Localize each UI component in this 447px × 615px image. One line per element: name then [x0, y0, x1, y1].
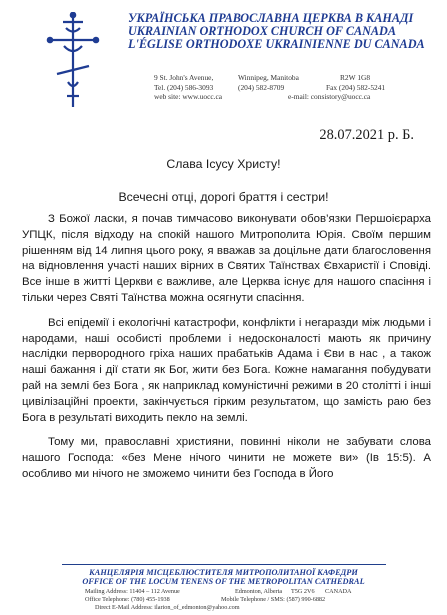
- header-address: [154, 73, 444, 102]
- direct-email: Direct E-Mail Address: ilarion_of_edmonton@yahoo.com: [95, 604, 240, 612]
- salutation: Всечесні отці, дорогі браття і сестри!: [118, 190, 329, 204]
- paragraph: З Божої ласки, я почав тимчасово виконувати обов’язки Першоієрарха УПЦК, після відходу на спокій нашого Митрополита Юрія. Своїм першим рішенням від 14 липня цього року, я вважав за доцільне дати благословення на відновлення участі наших вірних в Святих Таїнствах Євхаристії і Сповіді. Все інше в житті Церкви є важливе, але Церква існує для нашого спасіння і тільки через Святі Таїнства можна осягнути спасіння.: [22, 213, 431, 304]
- greeting: Слава Ісусу Христу!: [166, 157, 281, 171]
- phone-1: Tel. (204) 586-3093: [154, 82, 214, 92]
- paragraph: Всі епідемії і екологічні катастрофи, конфлікти і негаразди між людьми і народами, наші особисті проблеми і недосконалості мають як причину наслідки первородного гріха наших прабатьків Адама і Єви в нас , а також наші бажання і дії стати як Бог, жити без Бога. Кожне намагання побудувати рай на землі без Бога , як наприклад комуністичні режими в 20 столітті і інші цивілізаційні проекти, закінчується гірким результатом, що замість раю без Бога в результаті виходить пекло на землі.: [22, 316, 431, 424]
- letter-body: [22, 212, 431, 492]
- website: web site: www.uocc.ca: [154, 92, 223, 101]
- footer-address: [85, 588, 425, 613]
- fax: Fax (204) 582-5241: [326, 82, 386, 92]
- mailing-postal: T5G 2V6: [291, 588, 315, 595]
- footer-office: [0, 568, 447, 586]
- mailing-country: CANADA: [325, 588, 352, 595]
- address-street: 9 St. John's Avenue,: [154, 73, 214, 82]
- orthodox-cross-logo-icon: [46, 12, 100, 110]
- org-name-french: L'ÉGLISE ORTHODOXE UKRAINIENNE DU CANADA: [128, 37, 425, 51]
- address-city: Winnipeg, Manitoba: [238, 73, 299, 82]
- office-name-ukrainian: КАНЦЕЛЯРІЯ МІСЦЕБЛЮСТИТЕЛЯ МИТРОПОЛИТАНОЇ КАФЕДРИ: [89, 568, 358, 577]
- office-telephone: Office Telephone: (780) 455-1938: [85, 596, 170, 604]
- footer-divider: [62, 564, 386, 565]
- phone-2: (204) 582-8709: [238, 82, 285, 92]
- email: e-mail: consistory@uocc.ca: [288, 92, 371, 101]
- mailing-city: Edmonton, Alberta: [235, 588, 283, 595]
- organization-name: [128, 12, 438, 51]
- mobile-telephone: Mobile Telephone / SMS: (587) 990-6882: [221, 596, 326, 604]
- address-postal: R2W 1G8: [340, 73, 371, 82]
- paragraph: Тому ми, православні християни, повинні ніколи не забувати слова нашого Господа: «без Мене нічого чинити не можете ви» (Ів 15:5). А особливо ми нічого не зможемо чинити без Господа в Його: [22, 436, 431, 480]
- letter-date: 28.07.2021 р. Б.: [319, 127, 414, 143]
- mailing-address: Mailing Address: 11404 – 112 Avenue: [85, 588, 180, 595]
- office-name-english: OFFICE OF THE LOCUM TENENS OF THE METROPOLITAN CATHEDRAL: [82, 577, 365, 587]
- org-name-ukrainian: УКРАЇНСЬКА ПРАВОСЛАВНА ЦЕРКВА В КАНАДІ: [128, 11, 414, 25]
- org-name-english: UKRAINIAN ORTHODOX CHURCH OF CANADA: [128, 24, 396, 38]
